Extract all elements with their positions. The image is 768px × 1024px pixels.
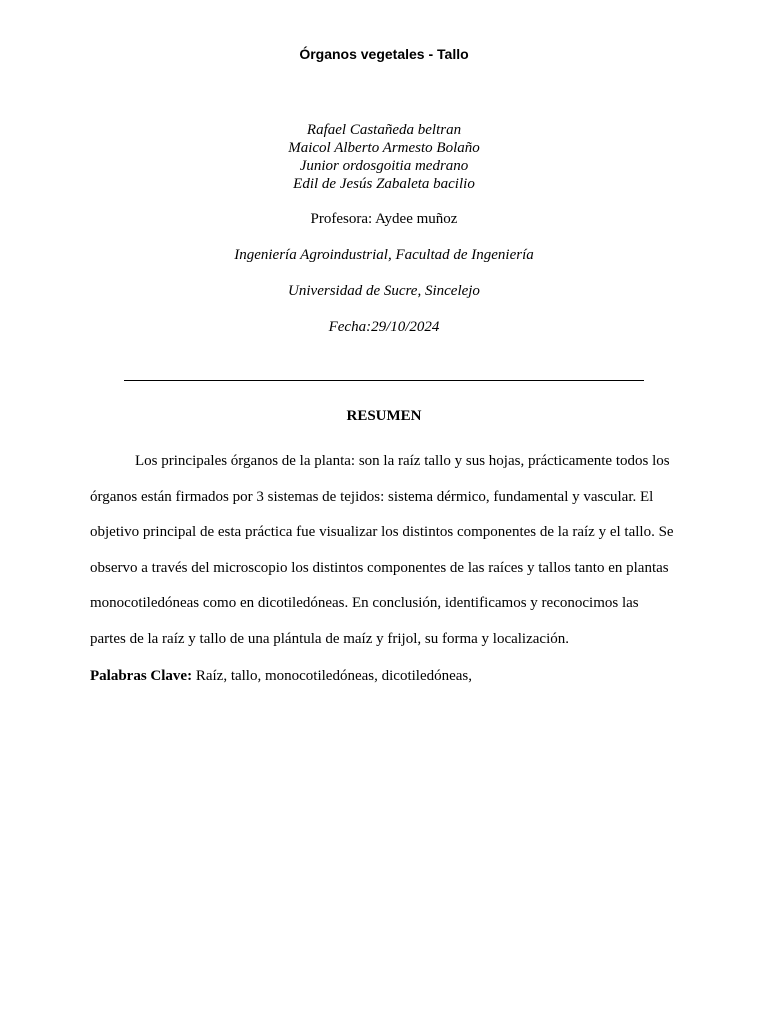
document-title: Órganos vegetales - Tallo — [299, 46, 469, 62]
abstract-heading: RESUMEN — [346, 408, 422, 424]
abstract-line: objetivo principal de esta práctica fue visualizar los distintos componentes de la raíz y el tallo. Se — [90, 524, 674, 541]
abstract-paragraph — [90, 444, 690, 658]
keywords-label: Palabras Clave: — [90, 668, 193, 684]
abstract-line: órganos están firmados por 3 sistemas de tejidos: sistema dérmico, fundamental y vascular. El — [90, 488, 654, 505]
abstract-line: observo a través del microscopio los distintos componentes de las raíces y tallos tanto en plantas — [90, 559, 669, 576]
date-line: Fecha:29/10/2024 — [328, 319, 440, 335]
keywords-line — [90, 667, 472, 685]
horizontal-divider — [124, 380, 644, 381]
author-name: Rafael Castañeda beltran — [306, 122, 462, 138]
author-name: Maicol Alberto Armesto Bolaño — [288, 140, 480, 156]
author-name: Junior ordosgoitia medrano — [299, 158, 469, 174]
abstract-line: Los principales órganos de la planta: son la raíz tallo y sus hojas, prácticamente todos los — [135, 453, 670, 469]
abstract-line: partes de la raíz y tallo de una plántula de maíz y frijol, su forma y localización. — [90, 630, 569, 647]
author-name: Edil de Jesús Zabaleta bacilio — [293, 176, 475, 192]
keywords-text: Raíz, tallo, monocotiledóneas, dicotiledóneas, — [195, 668, 473, 684]
professor-line: Profesora: Aydee muñoz — [310, 211, 458, 227]
program-line: Ingeniería Agroindustrial, Facultad de Ingeniería — [234, 247, 534, 263]
author-list — [0, 121, 768, 193]
university-line: Universidad de Sucre, Sincelejo — [288, 283, 480, 299]
abstract-line: monocotiledóneas como en dicotiledóneas. En conclusión, identificamos y reconocimos las — [90, 595, 639, 612]
